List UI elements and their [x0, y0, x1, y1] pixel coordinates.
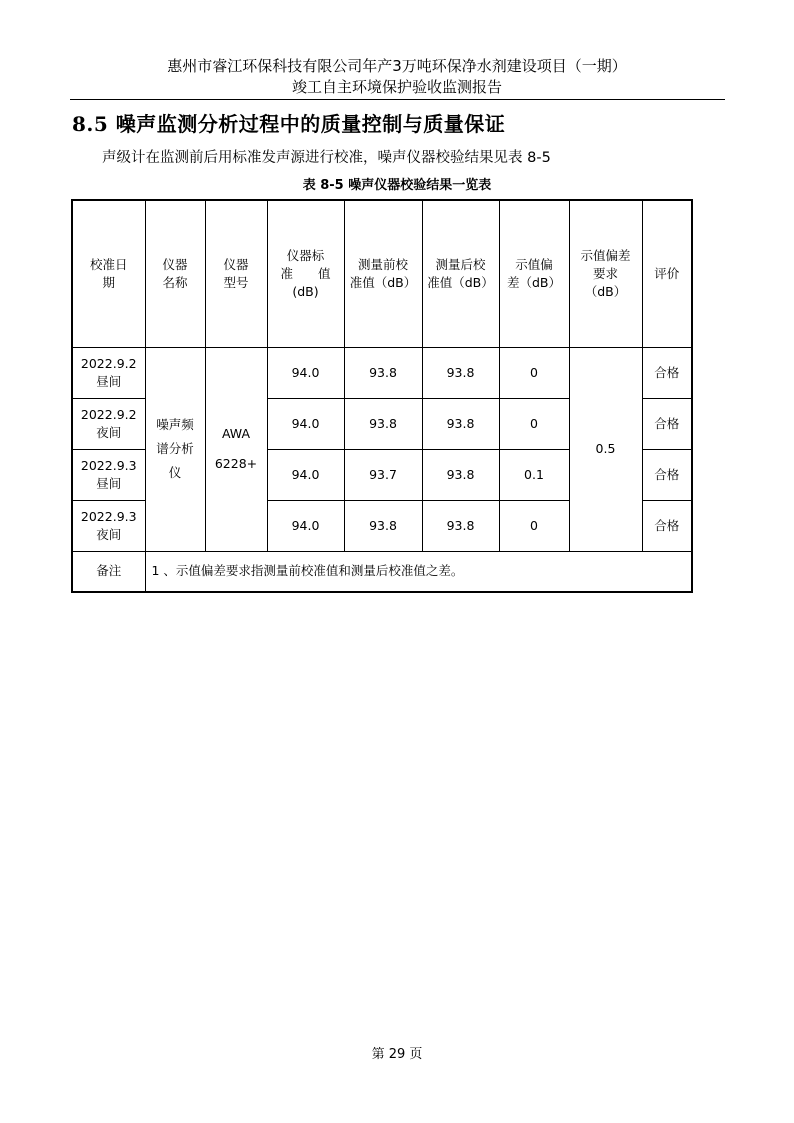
header-line-2: 竣工自主环境保护验收监测报告	[291, 78, 502, 96]
table-caption: 表 8-5 噪声仪器校验结果一览表	[302, 178, 492, 193]
note-text: 1 、示值偏差要求指测量前校准值和测量后校准值之差。	[145, 551, 692, 592]
intro-paragraph: 声级计在监测前后用标准发声源进行校准，噪声仪器校验结果见表 8-5	[102, 150, 551, 166]
row-deviation: 0	[499, 500, 569, 551]
row-pre-value: 93.8	[344, 500, 422, 551]
row-evaluation: 合格	[642, 347, 692, 398]
table-row	[72, 347, 692, 398]
row-evaluation: 合格	[642, 398, 692, 449]
row-deviation: 0.1	[499, 449, 569, 500]
row-pre-value: 93.7	[344, 449, 422, 500]
header-requirement: 示值偏差 要求 （dB）	[569, 200, 642, 347]
report-header	[0, 56, 794, 98]
row-post-value: 93.8	[422, 449, 499, 500]
header-evaluation: 评价	[642, 200, 692, 347]
row-pre-value: 93.8	[344, 398, 422, 449]
page-number: 第 29 页	[371, 1047, 423, 1062]
row-date: 2022.9.2 夜间	[72, 398, 145, 449]
row-pre-value: 93.8	[344, 347, 422, 398]
row-standard-value: 94.0	[267, 500, 344, 551]
instrument-name-cell: 噪声频 谱分析 仪	[145, 347, 205, 551]
row-evaluation: 合格	[642, 449, 692, 500]
header-row	[72, 200, 692, 347]
note-label: 备注	[72, 551, 145, 592]
row-standard-value: 94.0	[267, 347, 344, 398]
row-date: 2022.9.3 夜间	[72, 500, 145, 551]
header-date: 校准日 期	[72, 200, 145, 347]
header-instrument-model: 仪器 型号	[205, 200, 267, 347]
header-instrument-name: 仪器 名称	[145, 200, 205, 347]
header-line-1: 惠州市睿江环保科技有限公司年产3万吨环保净水剂建设项目（一期）	[167, 57, 627, 75]
requirement-cell: 0.5	[569, 347, 642, 551]
note-row	[72, 551, 692, 592]
row-evaluation: 合格	[642, 500, 692, 551]
row-date: 2022.9.3 昼间	[72, 449, 145, 500]
row-post-value: 93.8	[422, 398, 499, 449]
header-deviation: 示值偏 差（dB）	[499, 200, 569, 347]
header-post-calibration: 测量后校 准值（dB）	[422, 200, 499, 347]
header-divider	[70, 99, 725, 100]
row-deviation: 0	[499, 347, 569, 398]
header-standard-value: 仪器标 准 值 (dB)	[267, 200, 344, 347]
instrument-model-cell: AWA 6228+	[205, 347, 267, 551]
calibration-table	[71, 199, 693, 593]
row-deviation: 0	[499, 398, 569, 449]
section-title: 8.5 噪声监测分析过程中的质量控制与质量保证	[72, 112, 506, 136]
row-standard-value: 94.0	[267, 449, 344, 500]
row-post-value: 93.8	[422, 347, 499, 398]
header-pre-calibration: 测量前校 准值（dB）	[344, 200, 422, 347]
row-date: 2022.9.2 昼间	[72, 347, 145, 398]
row-standard-value: 94.0	[267, 398, 344, 449]
row-post-value: 93.8	[422, 500, 499, 551]
